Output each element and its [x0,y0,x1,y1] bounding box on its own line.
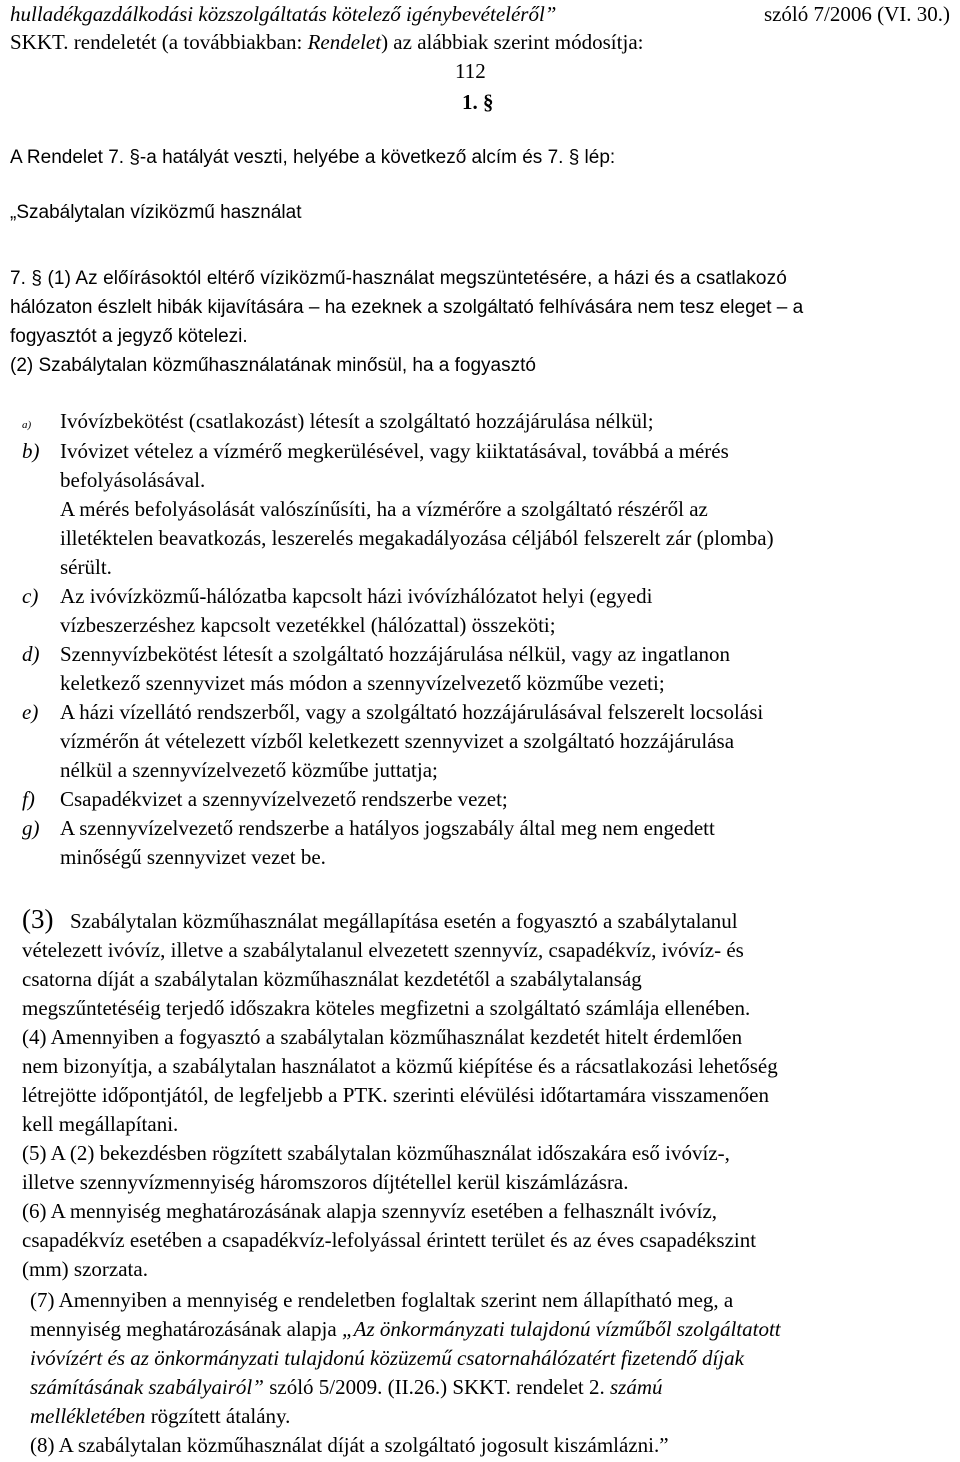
list-label-c: c) [22,584,39,608]
para6-line-1: (6) A mennyiség meghatározásának alapja szennyvíz esetében a felhasznált ivóvíz, [22,1199,718,1223]
intro-rendelet: Rendelet [307,30,382,54]
para4-line-4: kell megállapítani. [22,1112,179,1136]
para3-line-1: Szabálytalan közműhasználat megállapítása esetén a fogyasztó a szabálytalanul [70,909,738,933]
para1-text-1: 7. § (1) Az előírásoktól eltérő víziközmű-használat megszüntetésére, a házi és a csatlakozó [10,268,787,289]
para1-line-1 [10,264,953,293]
list-item-c-line-2: vízbeszerzéshez kapcsolt vezetékkel (hálózattal) összeköti; [60,613,556,637]
list-item-b-line-3: A mérés befolyásolását valószínűsíti, ha a vízmérőre a szolgáltató részéről az [60,497,708,521]
subtitle: „Szabálytalan víziközmű használat [10,202,302,223]
list-label-f: f) [22,787,35,811]
list-item-a-line-1: Ivóvízbekötést (csatlakozást) létesít a szolgáltató hozzájárulása nélkül; [60,409,654,433]
para7-text-end: rögzített átalány. [150,1404,291,1428]
para3-line-2: vételezett ivóvíz, illetve a szabálytalanul elvezetett szennyvíz, csapadékvíz, ivóvíz- és [22,938,744,962]
list-item-g-line-1: A szennyvízelvezető rendszerbe a hatályos jogszabály által meg nem engedett [60,816,715,840]
para5-line-2: illetve szennyvízmennyiség háromszoros díjtétellel kerül kiszámlázásra. [22,1170,629,1194]
list-label-d: d) [22,642,40,666]
para8-line-1: (8) A szabálytalan közműhasználat díját a szolgáltató jogosult kiszámlázni.” [30,1433,669,1457]
para7-regulation-title-1: „Az önkormányzati tulajdonú vízműből szolgáltatott [341,1317,781,1341]
para5-line-1: (5) A (2) bekezdésben rögzített szabálytalan közműhasználat időszakára eső ivóvíz-, [22,1141,730,1165]
para7-regulation-title-2: számításának szabályairól” [30,1375,264,1399]
list-item-c-line-1: Az ivóvízközmű-hálózatba kapcsolt házi ivóvízhálózatot helyi (egyedi [60,584,653,608]
intro-line-1 [10,0,950,29]
list-item-e-line-2: vízmérőn át vételezett vízből keletkezett szennyvizet a szolgáltató hozzájárulása [60,729,735,753]
list-label-b: b) [22,439,40,463]
list-item-b-line-4: illetéktelen beavatkozás, leszerelés megakadályozása céljából felszerelt zár (plomba) [60,526,774,550]
para3-line-4: megszűntetéséig terjedő időszakra köteles megfizetni a szolgáltató számlája ellenében. [22,996,751,1020]
para7-line-3: ivóvízért és az önkormányzati tulajdonú közüzemű csatornahálózatért fizetendő díjak [30,1346,744,1370]
page-number: 112 [455,59,486,83]
para6-line-2: csapadékvíz esetében a csapadékvíz-lefolyással érintett terület és az éves csapadékszint [22,1228,757,1252]
para7-line-4 [30,1373,663,1402]
intro-regulation-title: hulladékgazdálkodási közszolgáltatás kötelező igénybevételéről” [10,2,557,26]
para7-szamu: számú [610,1375,663,1399]
list-label-e: e) [22,700,39,724]
amendment-line: A Rendelet 7. §-a hatályát veszti, helyébe a következő alcím és 7. § lép: [10,147,616,168]
para6-line-3: (mm) szorzata. [22,1257,148,1281]
para7-line-5 [30,1402,290,1431]
list-item-b-line-2: befolyásolásával. [60,468,206,492]
section-heading: 1. § [462,90,494,114]
list-item-e-line-1: A házi vízellátó rendszerből, vagy a szolgáltató hozzájárulásával felszerelt locsolási [60,700,764,724]
para7-line-2 [30,1315,781,1344]
list-item-d-line-1: Szennyvízbekötést létesít a szolgáltató hozzájárulása nélkül, vagy az ingatlanon [60,642,731,666]
para4-line-2: nem bizonyítja, a szabálytalan használatot a közmű kiépítése és a rácsatlakozási lehetőség [22,1054,778,1078]
para1-line-2: hálózaton észlelt hibák kijavítására – ha ezeknek a szolgáltató felhívására nem tesz eleget – a [10,297,804,318]
para7-melleklet: mellékletében [30,1404,146,1428]
para3-number: (3) [22,904,54,934]
intro-text-end: ) az alábbiak szerint módosítja: [381,30,644,54]
list-label-a: a) [22,419,32,431]
list-item-e-line-3: nélkül a szennyvízelvezető közműbe juttatja; [60,758,438,782]
list-item-b-line-1: Ivóvizet vételez a vízmérő megkerülésével, vagy kiiktatásával, továbbá a mérés [60,439,729,463]
list-item-b-line-5: sérült. [60,555,112,579]
intro-regulation-ref: szóló 7/2006 (VI. 30.) [763,2,950,26]
list-item-d-line-2: keletkező szennyvizet más módon a szennyvízelvezető közműbe vezeti; [60,671,665,695]
para7-text: mennyiség meghatározásának alapja [30,1317,337,1341]
list-label-g: g) [22,816,40,840]
para1-line-3: fogyasztót a jegyző kötelezi. [10,326,248,347]
para4-line-3: létrejötte időpontjától, de legfeljebb a PTK. szerinti elévülési időtartamára visszamenően [22,1083,769,1107]
para7-regulation-ref: szóló 5/2009. (II.26.) SKKT. rendelet 2. [269,1375,605,1399]
para4-line-1: (4) Amennyiben a fogyasztó a szabálytalan közműhasználat kezdetét hitelt érdemlően [22,1025,743,1049]
list-item-f-line-1: Csapadékvizet a szennyvízelvezető rendszerbe vezet; [60,787,508,811]
list-item-g-line-2: minőségű szennyvizet vezet be. [60,845,326,869]
intro-text: SKKT. rendeletét (a továbbiakban: [10,30,303,54]
para2-intro: (2) Szabálytalan közműhasználatának minősül, ha a fogyasztó [10,355,536,376]
intro-line-2 [10,28,643,57]
para3-line-3: csatorna díját a szabálytalan közműhasználat kezdetétől a szabálytalanság [22,967,642,991]
para7-line-1: (7) Amennyiben a mennyiség e rendeletben foglaltak szerint nem állapítható meg, a [30,1288,734,1312]
